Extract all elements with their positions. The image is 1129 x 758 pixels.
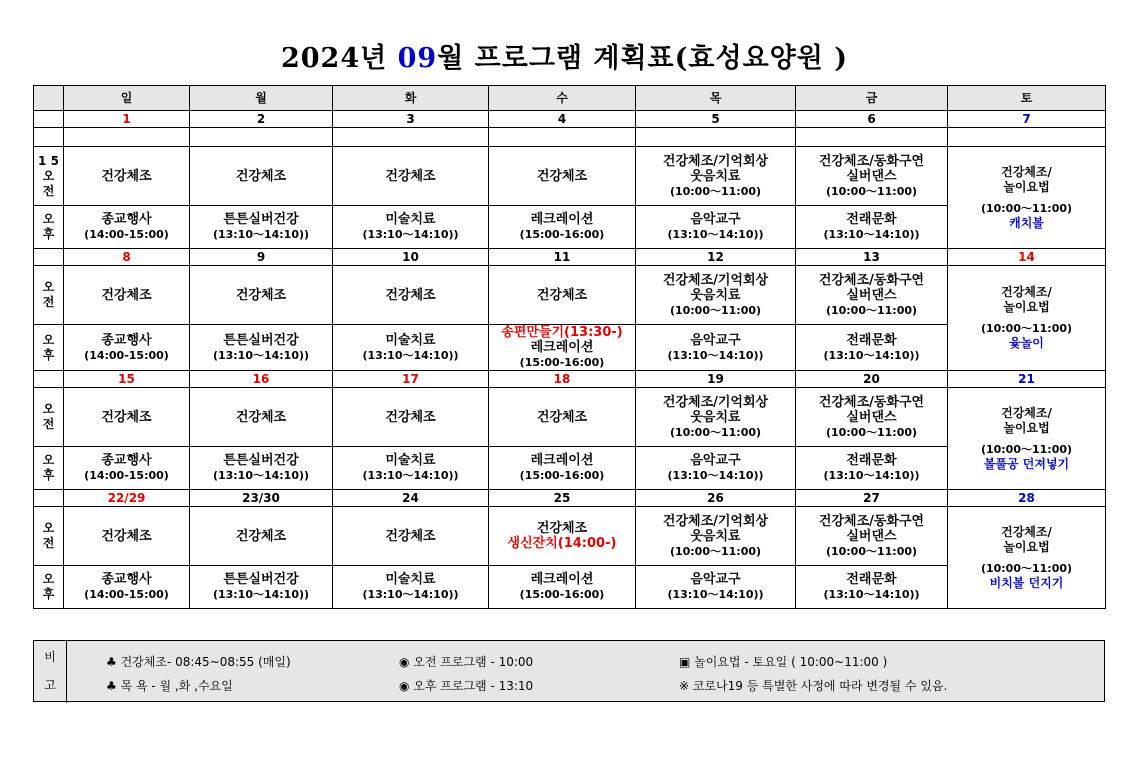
legend-box — [33, 640, 1105, 702]
am-program: 건강체조 — [489, 388, 636, 447]
am-label: 오 전 — [34, 507, 64, 566]
pm-program: 종교행사 (14:00-15:00) — [64, 325, 190, 371]
spacer-cell — [64, 128, 190, 147]
title-year: 2024년 — [280, 43, 398, 74]
am-program: 건강체조 — [190, 147, 333, 206]
weekday-header: 토 — [948, 86, 1106, 111]
spacer-cell — [796, 128, 948, 147]
date-cell: 7 — [948, 111, 1106, 128]
am-program: 건강체조 — [64, 388, 190, 447]
pm-program: 전래문화 (13:10～14:10)) — [796, 447, 948, 490]
pm-program: 전래문화 (13:10～14:10)) — [796, 566, 948, 609]
pm-program: 튼튼실버건강 (13:10～14:10)) — [190, 566, 333, 609]
date-cell: 22/29 — [64, 490, 190, 507]
legend-exercise: ♣ 건강체조- 08:45~08:55 (매일) — [106, 655, 291, 669]
pm-program: 레크레이션 (15:00-16:00) — [489, 566, 636, 609]
am-program: 건강체조 — [190, 388, 333, 447]
pm-program: 전래문화 (13:10～14:10)) — [796, 325, 948, 371]
date-cell: 27 — [796, 490, 948, 507]
am-program: 건강체조 — [333, 388, 489, 447]
am-program: 건강체조 — [333, 147, 489, 206]
date-cell: 1 — [64, 111, 190, 128]
pm-program: 종교행사 (14:00-15:00) — [64, 566, 190, 609]
date-cell: 3 — [333, 111, 489, 128]
saturday-program: 건강체조/ 놀이요법 (10:00～11:00) 윷놀이 — [948, 266, 1106, 371]
pm-program: 레크레이션 (15:00-16:00) — [489, 206, 636, 249]
pm-program: 미술치료 (13:10～14:10)) — [333, 325, 489, 371]
date-cell: 18 — [489, 371, 636, 388]
pm-program: 음악교구 (13:10～14:10)) — [636, 566, 796, 609]
spacer-cell — [190, 128, 333, 147]
program-calendar — [33, 85, 1106, 609]
pm-program: 전래문화 (13:10～14:10)) — [796, 206, 948, 249]
date-cell: 15 — [64, 371, 190, 388]
saturday-program: 건강체조/ 놀이요법 (10:00～11:00) 비치볼 던지기 — [948, 507, 1106, 609]
am-program: 건강체조/기억회상 웃음치료 (10:00～11:00) — [636, 388, 796, 447]
legend-pm-program: ◉ 오후 프로그램 - 13:10 — [399, 679, 534, 693]
am-program: 건강체조/동화구연 실버댄스 (10:00～11:00) — [796, 266, 948, 325]
am-program: 건강체조/기억회상 웃음치료 (10:00～11:00) — [636, 147, 796, 206]
pm-label: 오 후 — [34, 206, 64, 249]
pm-program: 미술치료 (13:10～14:10)) — [333, 566, 489, 609]
date-cell: 17 — [333, 371, 489, 388]
am-program: 건강체조 — [489, 266, 636, 325]
am-program: 건강체조 — [64, 147, 190, 206]
pm-label: 오 후 — [34, 566, 64, 609]
pm-program: 튼튼실버건강 (13:10～14:10)) — [190, 447, 333, 490]
pm-program: 레크레이션 (15:00-16:00) — [489, 447, 636, 490]
spacer-cell — [34, 128, 64, 147]
title-rest: 월 프로그램 계획표(효성요양원 ) — [437, 43, 849, 74]
date-cell: 28 — [948, 490, 1106, 507]
saturday-program: 건강체조/ 놀이요법 (10:00～11:00) 캐치볼 — [948, 147, 1106, 249]
pm-program: 음악교구 (13:10～14:10)) — [636, 447, 796, 490]
weekday-header: 화 — [333, 86, 489, 111]
weekday-header: 목 — [636, 86, 796, 111]
date-cell: 23/30 — [190, 490, 333, 507]
date-cell: 25 — [489, 490, 636, 507]
date-cell: 21 — [948, 371, 1106, 388]
pm-program: 튼튼실버건강 (13:10～14:10)) — [190, 206, 333, 249]
page-title — [0, 36, 1129, 75]
date-cell: 9 — [190, 249, 333, 266]
legend-am-program: ◉ 오전 프로그램 - 10:00 — [399, 655, 534, 669]
pm-program: 종교행사 (14:00-15:00) — [64, 206, 190, 249]
pm-label: 오 후 — [34, 447, 64, 490]
am-program: 건강체조/동화구연 실버댄스 (10:00～11:00) — [796, 388, 948, 447]
date-cell: 13 — [796, 249, 948, 266]
date-cell: 10 — [333, 249, 489, 266]
legend-side-label: 비 고 — [34, 641, 67, 703]
title-month: 09 — [397, 43, 438, 74]
pm-program: 미술치료 (13:10～14:10)) — [333, 206, 489, 249]
date-row-blank — [34, 111, 64, 128]
am-label: 오 전 — [34, 388, 64, 447]
pm-program: 송편만들기(13:30-) 레크레이션 (15:00-16:00) — [489, 325, 636, 371]
weekday-header: 일 — [64, 86, 190, 111]
spacer-cell — [948, 128, 1106, 147]
weekday-header: 수 — [489, 86, 636, 111]
date-cell: 24 — [333, 490, 489, 507]
date-cell: 20 — [796, 371, 948, 388]
date-cell: 12 — [636, 249, 796, 266]
am-program: 건강체조 — [64, 266, 190, 325]
saturday-program: 건강체조/ 놀이요법 (10:00～11:00) 볼풀공 던져넣기 — [948, 388, 1106, 490]
date-cell: 11 — [489, 249, 636, 266]
date-cell: 6 — [796, 111, 948, 128]
date-cell: 4 — [489, 111, 636, 128]
date-row-blank — [34, 490, 64, 507]
am-program: 건강체조 생신잔치(14:00-) — [489, 507, 636, 566]
date-cell: 26 — [636, 490, 796, 507]
spacer-cell — [333, 128, 489, 147]
am-program: 건강체조/동화구연 실버댄스 (10:00～11:00) — [796, 147, 948, 206]
am-program: 건강체조 — [333, 266, 489, 325]
date-cell: 8 — [64, 249, 190, 266]
pm-program: 음악교구 (13:10～14:10)) — [636, 325, 796, 371]
pm-program: 튼튼실버건강 (13:10～14:10)) — [190, 325, 333, 371]
am-program: 건강체조 — [333, 507, 489, 566]
am-program: 건강체조 — [190, 507, 333, 566]
date-cell: 14 — [948, 249, 1106, 266]
spacer-cell — [489, 128, 636, 147]
date-cell: 5 — [636, 111, 796, 128]
date-row-blank — [34, 249, 64, 266]
date-cell: 16 — [190, 371, 333, 388]
legend-play-therapy: ▣ 놀이요법 - 토요일 ( 10:00~11:00 ) — [679, 655, 888, 669]
am-label: 오 전 — [34, 266, 64, 325]
legend-bath: ♣ 목 욕 - 월 ,화 ,수요일 — [106, 679, 233, 693]
date-row-blank — [34, 371, 64, 388]
pm-program: 종교행사 (14:00-15:00) — [64, 447, 190, 490]
pm-label: 오 후 — [34, 325, 64, 371]
am-program: 건강체조 — [64, 507, 190, 566]
am-program: 건강체조/기억회상 웃음치료 (10:00～11:00) — [636, 507, 796, 566]
date-cell: 19 — [636, 371, 796, 388]
am-program: 건강체조 — [190, 266, 333, 325]
legend-notice: ※ 코로나19 등 특별한 사정에 따라 변경될 수 있음. — [679, 679, 948, 693]
am-program: 건강체조/동화구연 실버댄스 (10:00～11:00) — [796, 507, 948, 566]
am-program: 건강체조/기억회상 웃음치료 (10:00～11:00) — [636, 266, 796, 325]
pm-program: 음악교구 (13:10～14:10)) — [636, 206, 796, 249]
corner-cell — [34, 86, 64, 111]
am-label: 1 5 오 전 — [34, 147, 64, 206]
date-cell: 2 — [190, 111, 333, 128]
am-program: 건강체조 — [489, 147, 636, 206]
spacer-cell — [636, 128, 796, 147]
weekday-header: 월 — [190, 86, 333, 111]
pm-program: 미술치료 (13:10～14:10)) — [333, 447, 489, 490]
weekday-header: 금 — [796, 86, 948, 111]
